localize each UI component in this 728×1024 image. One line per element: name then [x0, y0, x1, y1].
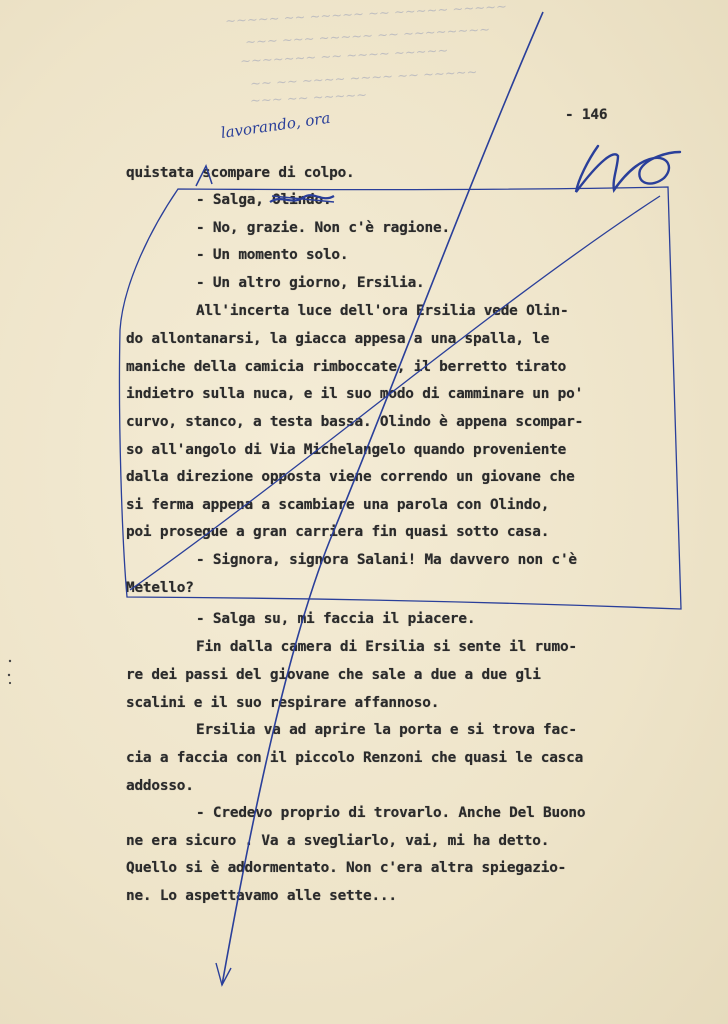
text-line: addosso. — [126, 778, 194, 794]
text-line: cia a faccia con il piccolo Renzoni che quasi le casca — [126, 750, 584, 766]
text-line: Fin dalla camera di Ersilia si sente il rumo- — [196, 639, 577, 655]
text-line: indietro sulla nuca, e il suo modo di camminare un po' — [126, 386, 584, 402]
text-line: so all'angolo di Via Michelangelo quando proveniente — [126, 442, 567, 458]
text-line: - Salga su, mi faccia il piacere. — [196, 611, 476, 627]
text-line: re dei passi del giovane che sale a due a due gli — [126, 667, 541, 683]
insertion-caret-mark — [196, 166, 212, 186]
text-line: curvo, stanco, a testa bassa. Olindo è appena scompar- — [126, 414, 584, 430]
passage-box — [119, 187, 681, 609]
text-line: Ersilia va ad aprire la porta e si trova fac- — [196, 722, 577, 738]
deletion-stroke — [219, 12, 543, 985]
box-diagonal-stroke — [130, 196, 660, 590]
text-line: poi prosegue a gran carriera fin quasi sotto casa. — [126, 524, 550, 540]
text-line: All'incerta luce dell'ora Ersilia vede Olin- — [196, 303, 569, 319]
text-line: maniche della camicia rimboccate, il berretto tirato — [126, 359, 567, 375]
text-line: - Un altro giorno, Ersilia. — [196, 275, 425, 291]
text-line: si ferma appena a scambiare una parola con Olindo, — [126, 497, 550, 513]
text-line: Quello si è addormentato. Non c'era altra spiegazio- — [126, 860, 567, 876]
text-line: scalini e il suo respirare affannoso. — [126, 695, 440, 711]
text-line: ne era sicuro . Va a svegliarlo, vai, mi ha detto. — [126, 833, 550, 849]
text-line: - Credevo proprio di trovarlo. Anche Del Buono — [196, 805, 586, 821]
text-line: - Un momento solo. — [196, 247, 349, 263]
text-line: dalla direzione opposta viene correndo un giovane che — [126, 469, 575, 485]
text-line: Metello? — [126, 580, 194, 596]
text-line: - Signora, signora Salani! Ma davvero non c'è — [196, 552, 577, 568]
text-line: ne. Lo aspettavamo alle sette... — [126, 888, 397, 904]
text-line: - No, grazie. Non c'è ragione. — [196, 220, 450, 236]
marginal-no-mark — [576, 146, 680, 192]
text-line: do allontanarsi, la giacca appesa a una spalla, le — [126, 331, 550, 347]
handwritten-insertion: lavorando, ora — [219, 108, 332, 142]
text-line: - Salga, Olindo. — [196, 192, 332, 208]
page-number: - 146 — [565, 107, 608, 123]
manuscript-page: ~~~~~ ~~ ~~~~~ ~~ ~~~~~ ~~~~~ ~~~ ~~~ ~~~~~ ~~ ~~~~~~~~ ~~~~~~~ ~~ ~~~~ ~~~~~ ~~ ~~ ~~~~ ~~~~ ~~ ~~~~~ ~~~ ~~ ~~~~~ - 146 quistata scompare di colpo. - Salga, Olindo. - No, grazie. Non c'è ragione. - Un momento solo. - Un altro giorno, Ersilia. All'incerta luce dell'ora Ersilia vede Olin- do allontanarsi, la giacca appesa a una spalla, le maniche della camicia rimboccate, il berretto tirato indietro sulla nuca, e il suo modo di camminare un po' curvo, stanco, a testa bassa. Olindo è appena scompar- so all'angolo di Via Michelangelo quando proveniente dalla direzione opposta viene correndo un giovane che si ferma appena a scambiare una parola con Olindo, poi prosegue a gran carriera fin quasi sotto casa. - Signora, signora Salani! Ma davvero non c'è Metello? - Salga su, mi faccia il piacere. Fin dalla camera di Ersilia si sente il rumo- re dei passi del giovane che sale a due a due gli scalini e il suo respirare affannoso. Ersilia va ad aprire la porta e si trova fac- cia a faccia con il piccolo Renzoni che quasi le casca addosso. - Credevo proprio di trovarlo. Anche Del Buono ne era sicuro . Va a svegliarlo, vai, mi ha detto. Quello si è addormentato. Non c'era altra spiegazio- ne. Lo aspettavamo alle sette... lavorando, ora — [0, 0, 728, 1024]
margin-dots — [8, 660, 11, 684]
text-line: quistata scompare di colpo. — [126, 165, 355, 181]
